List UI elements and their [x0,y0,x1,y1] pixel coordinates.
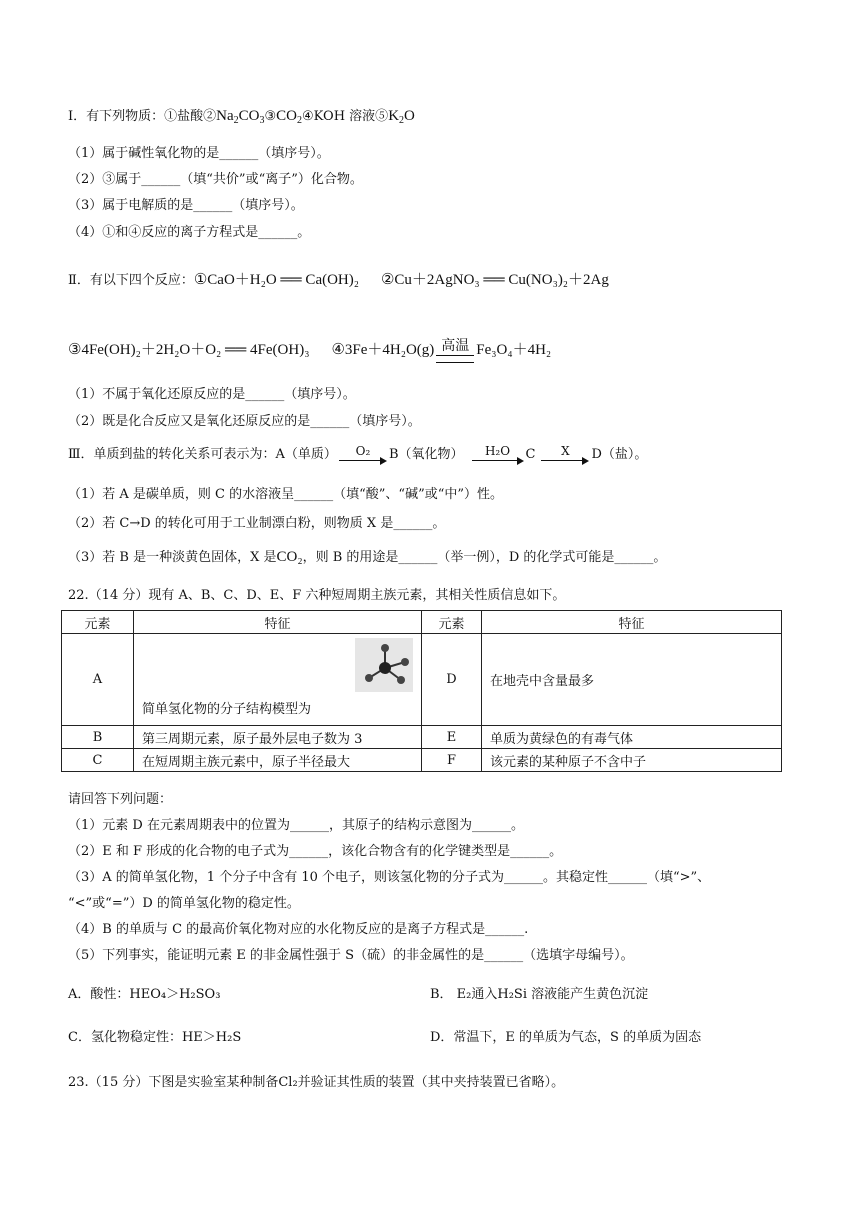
molecule-model-image [355,638,413,692]
part3-q3: （3）若 B 是一种淡黄色固体，X 是CO₂，则 B 的用途是______（举一例），D 的化学式可能是______。 [68,549,667,565]
part3-q2: （2）若 C→D 的转化可用于工业制漂白粉，则物质 X 是______。 [68,516,446,531]
reaction-4-right: Fe₃O₄＋4H₂ [476,342,552,358]
part1-q1: （1）属于碱性氧化物的是______（填序号）。 [68,146,330,161]
part2-q1: （1）不属于氧化还原反应的是______（填序号）。 [68,387,356,402]
table-cell: D [422,634,482,726]
table-header: 元素 [422,611,482,634]
reaction-4-left: ④3Fe＋4H₂O(g) [331,342,435,358]
table-cell: 第三周期元素，原子最外层电子数为 3 [134,726,422,749]
reaction-3: ③4Fe(OH)₂＋2H₂O＋O₂ ══ 4Fe(OH)₃ [68,342,310,358]
arrow-x: X [541,445,589,465]
q22-prompt: 请回答下列问题： [68,792,173,807]
option-d: D．常温下，E 的单质为气态，S 的单质为固态 [430,1030,702,1045]
table-cell: 在短周期主族元素中，原子半径最大 [134,749,422,772]
option-c: C．氢化物稳定性：HE＞H₂S [68,1030,242,1045]
part2-reactions-row2 [68,330,551,370]
part1-q3: （3）属于电解质的是______（填序号）。 [68,198,304,213]
q23-heading: 23.（15 分）下图是实验室某种制备Cl₂并验证其性质的装置（其中夹持装置已省略）。 [68,1075,565,1090]
table-cell: 单质为黄绿色的有毒气体 [482,726,782,749]
element-table [61,610,782,772]
q22-q1: （1）元素 D 在元素周期表中的位置为______，其原子的结构示意图为______。 [68,818,524,833]
part1-q4: （4）①和④反应的离子方程式是______。 [68,225,311,240]
q22-q3b: “<”或“=”）D 的简单氢化物的稳定性。 [68,896,300,911]
table-cell: F [422,749,482,772]
table-header: 元素 [62,611,134,634]
arrow-o2: O₂ [339,445,387,465]
reaction-2: ②Cu＋2AgNO₃ ══ Cu(NO₃)₂＋2Ag [380,272,609,288]
reaction-1: ①CaO＋H₂O ══ Ca(OH)₂ [193,272,359,288]
high-temp-condition: 高温 [436,339,474,363]
table-cell: C [62,749,134,772]
part1-heading-display: Ⅰ．有下列物质：①盐酸$②Na_2CO_3③CO_2④KOH$ 溶液$⑤K_2O$ [68,108,415,126]
q22-heading: 22.（14 分）现有 A、B、C、D、E、F 六种短周期主族元素，其相关性质信息如下。 [68,588,566,603]
part2-q2: （2）既是化合反应又是氧化还原反应的是______（填序号）。 [68,414,421,429]
table-header: 特征 [482,611,782,634]
part2-heading: Ⅱ．有以下四个反应：①CaO＋H₂O ══ Ca(OH)₂ ②Cu＋2AgNO₃ ══ Cu(NO₃)₂＋2Ag [68,272,609,288]
part3-q1: （1）若 A 是碳单质，则 C 的水溶液呈______（填“酸”、“碱”或“中”）性。 [68,487,504,502]
table-cell: 简单氢化物的分子结构模型为 [134,634,422,726]
q22-q4: （4）B 的单质与 C 的最高价氧化物对应的水化物反应的是离子方程式是______. [68,922,529,937]
arrow-h2o: H₂O [472,445,524,465]
option-a: A．酸性：HEO₄＞H₂SO₃ [68,987,221,1002]
q22-q2: （2）E 和 F 形成的化合物的电子式为______，该化合物含有的化学键类型是______。 [68,844,563,859]
table-header: 特征 [134,611,422,634]
table-cell: B [62,726,134,749]
part1-q2: （2）③属于______（填“共价”或“离子”）化合物。 [68,172,363,187]
q22-q5: （5）下列事实，能证明元素 E 的非金属性强于 S（硫）的非金属性的是______（选填字母编号）。 [68,948,634,963]
part3-heading: Ⅲ．单质到盐的转化关系可表示为：A（单质） O₂ B（氧化物） H₂O C X D（盐）。 [68,440,647,470]
table-cell: E [422,726,482,749]
table-cell: 该元素的某种原子不含中子 [482,749,782,772]
q22-q3a: （3）A 的简单氢化物，1 个分子中含有 10 个电子，则该氢化物的分子式为______。其稳定性______（填“>”、 [68,870,711,885]
option-b: B． E₂通入H₂Si 溶液能产生黄色沉淀 [430,987,649,1002]
table-cell: 在地壳中含量最多 [482,634,782,726]
table-cell: A [62,634,134,726]
